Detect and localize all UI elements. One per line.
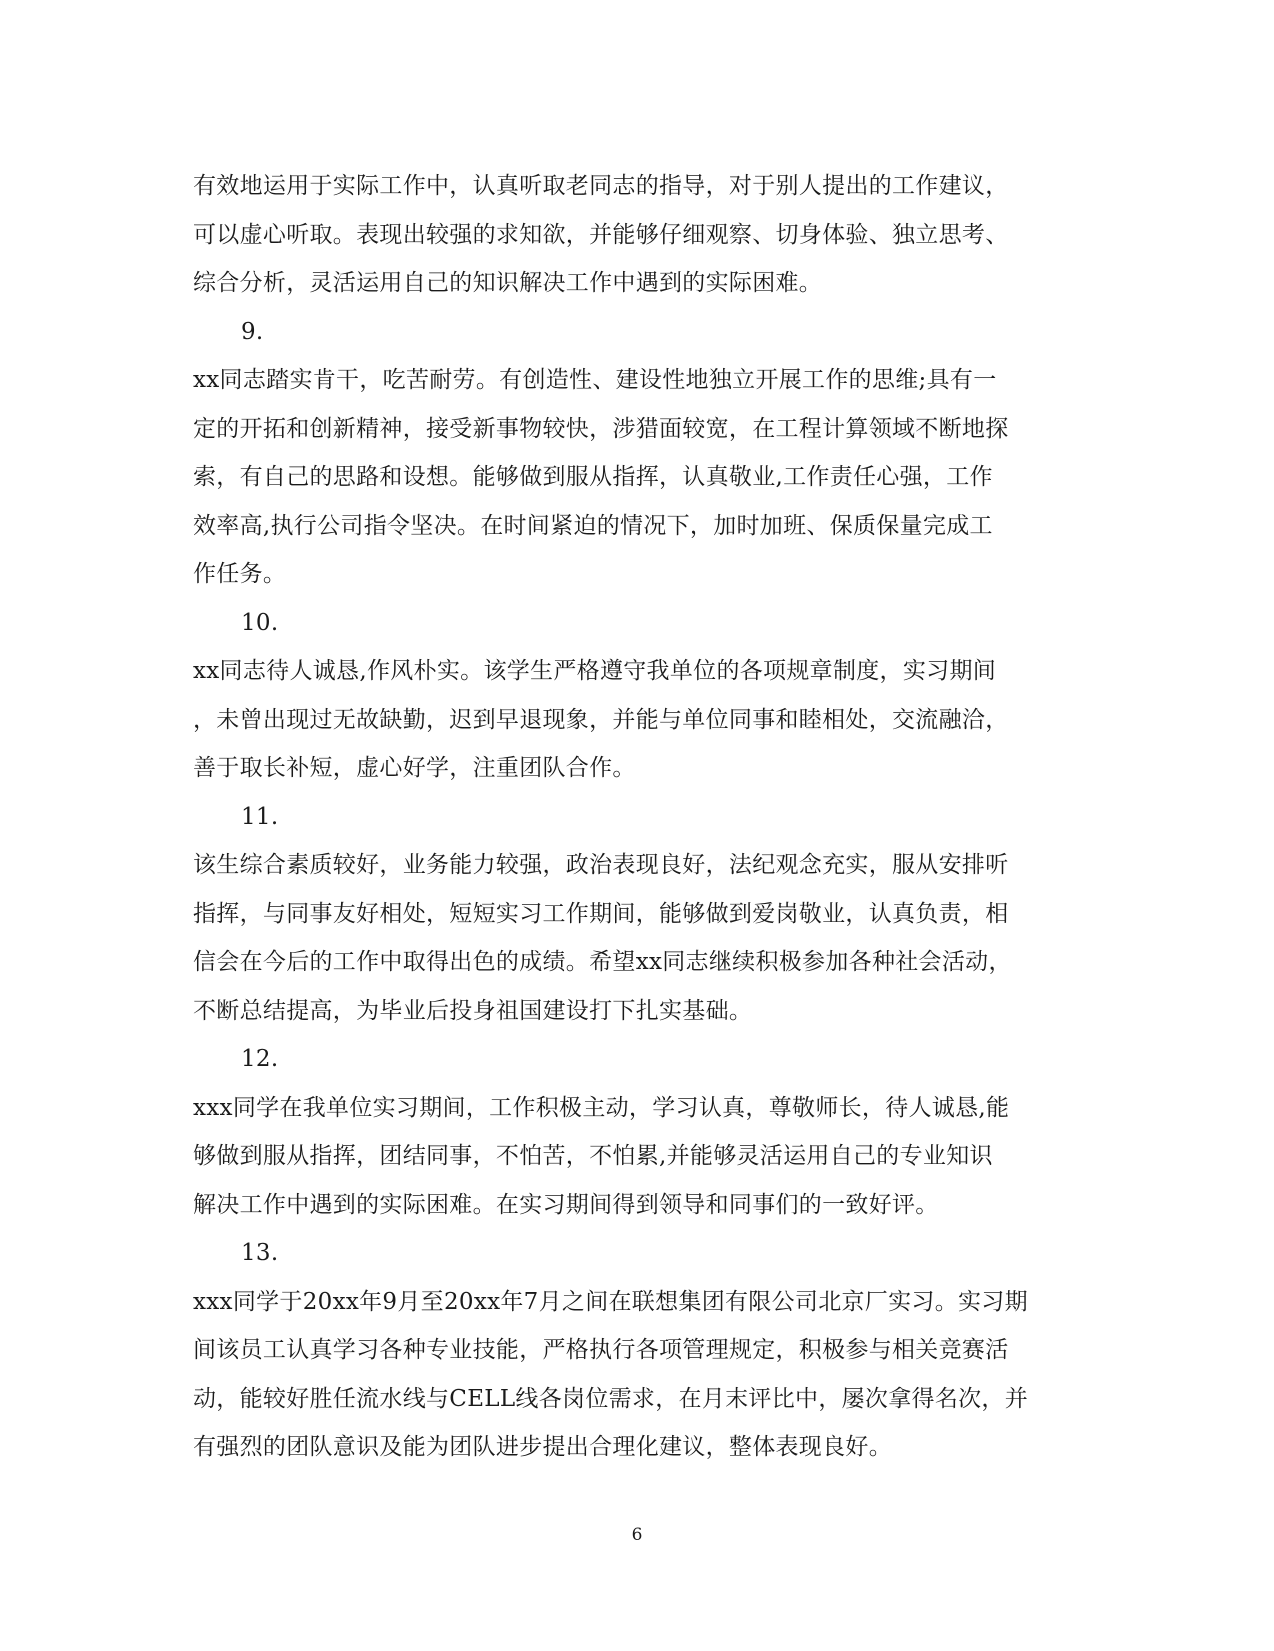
paragraph (193, 162, 1073, 308)
text-line: ，未曾出现过无故缺勤，迟到早退现象，并能与单位同事和睦相处，交流融洽， (193, 706, 1009, 733)
item-number: 11. (241, 803, 279, 830)
text-line: 定的开拓和创新精神，接受新事物较快，涉猎面较宽，在工程计算领域不断地探 (193, 415, 1009, 442)
text-line: xx同志待人诚恳,作风朴实。该学生严格遵守我单位的各项规章制度，实习期间 (193, 658, 997, 684)
text-line: 指挥，与同事友好相处，短短实习工作期间，能够做到爱岗敬业，认真负责，相 (193, 900, 1009, 927)
text-line: 作任务。 (193, 561, 287, 587)
text-line: 有效地运用于实际工作中，认真听取老同志的指导，对于别人提出的工作建议， (193, 173, 1009, 199)
item-number: 13. (241, 1240, 279, 1266)
text-line: xxx同学于20xx年9月至20xx年7月之间在联想集团有限公司北京厂实习。实习期 (193, 1288, 1028, 1315)
text-line: 动，能较好胜任流水线与CELL线各岗位需求，在月末评比中，屡次拿得名次，并 (193, 1385, 1029, 1412)
text-line: 索，有自己的思路和设想。能够做到服从指挥，认真敬业,工作责任心强，工作 (193, 464, 993, 490)
text-line: 解决工作中遇到的实际困难。在实习期间得到领导和同事们的一致好评。 (193, 1191, 939, 1218)
paragraph (193, 793, 1073, 1036)
text-line: 信会在今后的工作中取得出色的成绩。希望xx同志继续积极参加各种社会活动， (193, 949, 1012, 975)
item-number: 12. (241, 1046, 279, 1072)
paragraph (193, 599, 1073, 793)
text-line: xxx同学在我单位实习期间，工作积极主动，学习认真，尊敬师长，待人诚恳,能 (193, 1094, 1010, 1121)
page-number: 6 (631, 1525, 643, 1545)
text-line: 有强烈的团队意识及能为团队进步提出合理化建议，整体表现良好。 (193, 1434, 892, 1460)
item-number: 9. (241, 318, 264, 345)
paragraph (193, 1035, 1073, 1229)
paragraph (193, 308, 1073, 599)
text-line: 效率高,执行公司指令坚决。在时间紧迫的情况下，加时加班、保质保量完成工 (193, 512, 993, 539)
document-body (193, 162, 1073, 1472)
paragraph (193, 1229, 1073, 1472)
text-line: 可以虚心听取。表现出较强的求知欲，并能够仔细观察、切身体验、独立思考、 (193, 221, 1009, 248)
item-number: 10. (241, 609, 279, 636)
text-line: 善于取长补短，虚心好学，注重团队合作。 (193, 755, 636, 781)
text-line: 间该员工认真学习各种专业技能，严格执行各项管理规定，积极参与相关竞赛活 (193, 1337, 1009, 1363)
text-line: 综合分析，灵活运用自己的知识解决工作中遇到的实际困难。 (193, 270, 823, 296)
text-line: 不断总结提高，为毕业后投身祖国建设打下扎实基础。 (193, 997, 753, 1024)
text-line: 够做到服从指挥，团结同事，不怕苦，不怕累,并能够灵活运用自己的专业知识 (193, 1143, 993, 1169)
text-line: 该生综合素质较好，业务能力较强，政治表现良好，法纪观念充实，服从安排听 (193, 852, 1009, 878)
text-line: xx同志踏实肯干，吃苦耐劳。有创造性、建设性地独立开展工作的思维;具有一 (193, 367, 997, 393)
